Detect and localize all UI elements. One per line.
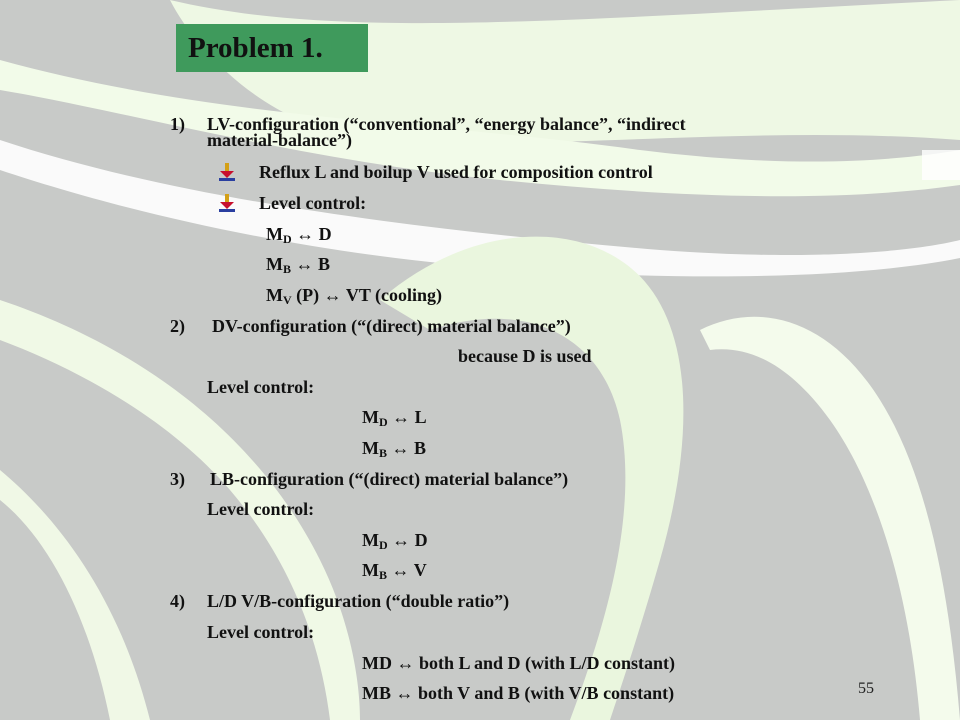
arrow-bullet-icon <box>219 194 235 212</box>
level-control-label: Level control: <box>207 622 315 642</box>
page-number: 55 <box>858 680 874 697</box>
level-control-pair: $M_B$ ↔ B <box>362 438 427 460</box>
level-control-label: Level control: <box>207 499 315 519</box>
level-control-pair: $M_B$ ↔ V <box>362 560 427 582</box>
bullet-text: Level control: <box>259 193 367 213</box>
item-text: L/D V/B-configuration (“double ratio”) <box>207 591 510 611</box>
level-control-pair: $M_D$ ↔ L <box>362 407 427 429</box>
arrow-bullet-icon <box>219 163 235 181</box>
item-number: 1) <box>170 114 185 134</box>
bullet-text: Reflux L and boilup V used for composition control <box>259 162 653 182</box>
level-control-text: MB ↔ both V and B (with V/B constant) <box>362 683 675 703</box>
level-control-pair: $M_D$ ↔ D <box>266 224 332 246</box>
item-number: 2) <box>170 316 185 336</box>
item-note: because D is used <box>458 346 592 366</box>
level-control-pair: $M_B$ ↔ B <box>266 254 331 276</box>
level-control-pair: $M_V$ (P) ↔ VT (cooling) <box>266 285 442 307</box>
item-text: DV-configuration (“(direct) material balance”) <box>212 316 571 336</box>
slide-title: Problem 1. <box>176 24 368 72</box>
item-text: LB-configuration (“(direct) material balance”) <box>210 469 569 489</box>
item-text: LV-configuration (“conventional”, “energy balance”, “indirect <box>207 114 686 134</box>
level-control-text: MD ↔ both L and D (with L/D constant) <box>362 653 676 673</box>
item-number: 4) <box>170 591 185 611</box>
item-number: 3) <box>170 469 185 489</box>
level-control-pair: $M_D$ ↔ D <box>362 530 428 552</box>
level-control-label: Level control: <box>207 377 315 397</box>
item-text: material-balance”) <box>207 130 352 150</box>
